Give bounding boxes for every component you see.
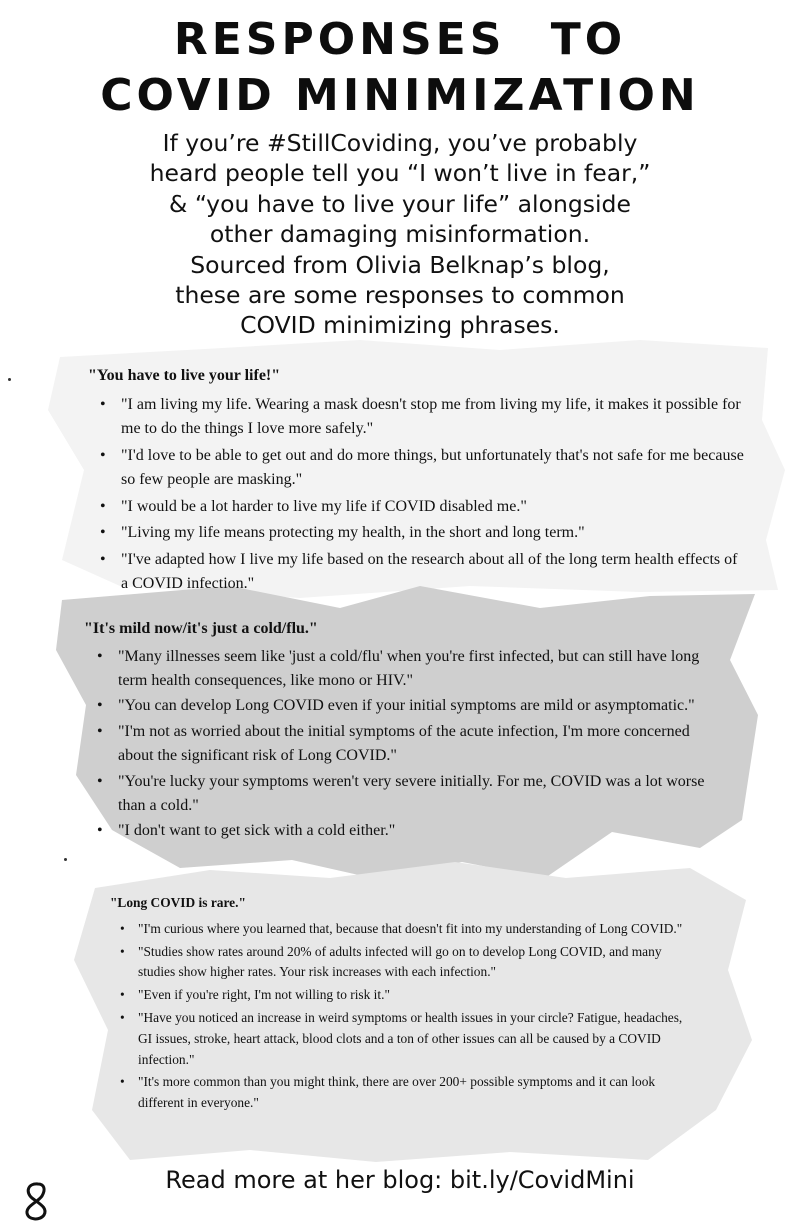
list-item: [110, 1008, 690, 1070]
bullet-icon: •: [100, 395, 106, 413]
intro-line: Sourced from Olivia Belknap’s blog,: [190, 250, 610, 279]
list-item: [84, 770, 724, 818]
blog-link-text: Read more at her blog: bit.ly/CovidMini: [165, 1166, 635, 1194]
bullet-icon: •: [100, 550, 106, 568]
bullet-icon: •: [97, 772, 103, 790]
response-text: "It's more common than you might think, there are over 200+ possible symptoms and it can look different in everyone.": [138, 1074, 656, 1111]
intro-line: heard people tell you “I won’t live in fear,”: [149, 159, 651, 188]
response-text: "I'm curious where you learned that, because that doesn't fit into my understanding of Long COVID.": [138, 920, 683, 936]
bullet-icon: •: [120, 1074, 125, 1090]
list-item: [88, 521, 748, 546]
list-item: [88, 495, 748, 520]
intro-line: these are some responses to common: [175, 281, 625, 310]
section-heading: "It's mild now/it's just a cold/flu.": [84, 620, 318, 637]
list-item: [88, 444, 748, 493]
response-text: "Living my life means protecting my health, in the short and long term.": [121, 524, 585, 541]
intro-line: COVID minimizing phrases.: [240, 311, 560, 340]
response-text: "You're lucky your symptoms weren't very severe initially. For me, COVID was a lot worse than a cold.": [118, 772, 705, 814]
bullet-icon: •: [120, 987, 125, 1003]
list-item: [110, 1072, 690, 1114]
section-heading: "Long COVID is rare.": [110, 895, 246, 910]
list-item: [84, 694, 724, 718]
page-title-line-1: RESPONSES TO: [173, 14, 627, 65]
list-item: [88, 548, 748, 597]
page-number-8: [18, 1180, 54, 1222]
response-list: [88, 393, 748, 597]
bullet-icon: •: [100, 524, 106, 541]
response-text: "You can develop Long COVID even if your initial symptoms are mild or asymptomatic.": [118, 697, 695, 715]
response-text: "I'd love to be able to get out and do more things, but unfortunately that's not safe for me because so few people are masking.": [121, 446, 744, 488]
section-live-your-life: [88, 364, 748, 599]
response-text: "I would be a lot harder to live my life if COVID disabled me.": [121, 497, 527, 515]
ink-speck: [64, 858, 67, 861]
list-item: [110, 919, 690, 940]
response-text: "I am living my life. Wearing a mask doesn't stop me from living my life, it makes it possible for me to do the things I love more safely.": [121, 395, 741, 437]
intro-paragraph: [90, 128, 710, 341]
intro-line: other damaging misinformation.: [209, 220, 591, 249]
response-text: "Have you noticed an increase in weird symptoms or health issues in your circle? Fatigue, headaches, GI issues, stroke, heart attack, blood clots and a ton of other issues can all be caused by a COVID infection.": [138, 1009, 683, 1067]
bullet-icon: •: [100, 497, 106, 515]
bullet-icon: •: [120, 943, 125, 959]
bullet-icon: •: [97, 647, 103, 665]
bullet-icon: •: [100, 446, 106, 464]
response-text: "I'm not as worried about the initial symptoms of the acute infection, I'm more concerned about the significant risk of Long COVID.": [118, 723, 690, 764]
list-item: [84, 819, 724, 843]
list-item: [84, 645, 724, 693]
list-item: [110, 985, 690, 1006]
list-item: [84, 720, 724, 768]
list-item: [88, 393, 748, 442]
section-heading: "You have to live your life!": [88, 367, 281, 384]
response-text: "I don't want to get sick with a cold either.": [118, 822, 396, 840]
bullet-icon: •: [97, 822, 103, 840]
section-mild-cold-flu: [84, 617, 724, 845]
response-text: "Studies show rates around 20% of adults infected will go on to develop Long COVID, and many studies show higher rates. Your risk increases with each infection.": [138, 943, 662, 980]
response-list: [110, 919, 690, 1114]
response-text: "Many illnesses seem like 'just a cold/flu' when you're first infected, but can still have long term health consequences, like mono or HIV.": [118, 647, 700, 689]
response-text: "Even if you're right, I'm not willing to risk it.": [138, 987, 390, 1003]
bullet-icon: •: [97, 723, 103, 741]
response-list: [84, 645, 724, 843]
section-long-covid-rare: [110, 893, 690, 1116]
intro-line: If you’re #StillCoviding, you’ve probably: [162, 129, 638, 157]
bullet-icon: •: [120, 1009, 125, 1025]
list-item: [110, 942, 690, 984]
bullet-icon: •: [120, 920, 125, 936]
response-text: "I've adapted how I live my life based on the research about all of the long term health effects of a COVID infection.": [121, 550, 738, 592]
ink-speck: [8, 378, 11, 381]
page-title-line-2: COVID MINIMIZATION: [100, 70, 700, 121]
intro-line: & “you have to live your life” alongside: [169, 189, 631, 218]
bullet-icon: •: [97, 697, 103, 715]
